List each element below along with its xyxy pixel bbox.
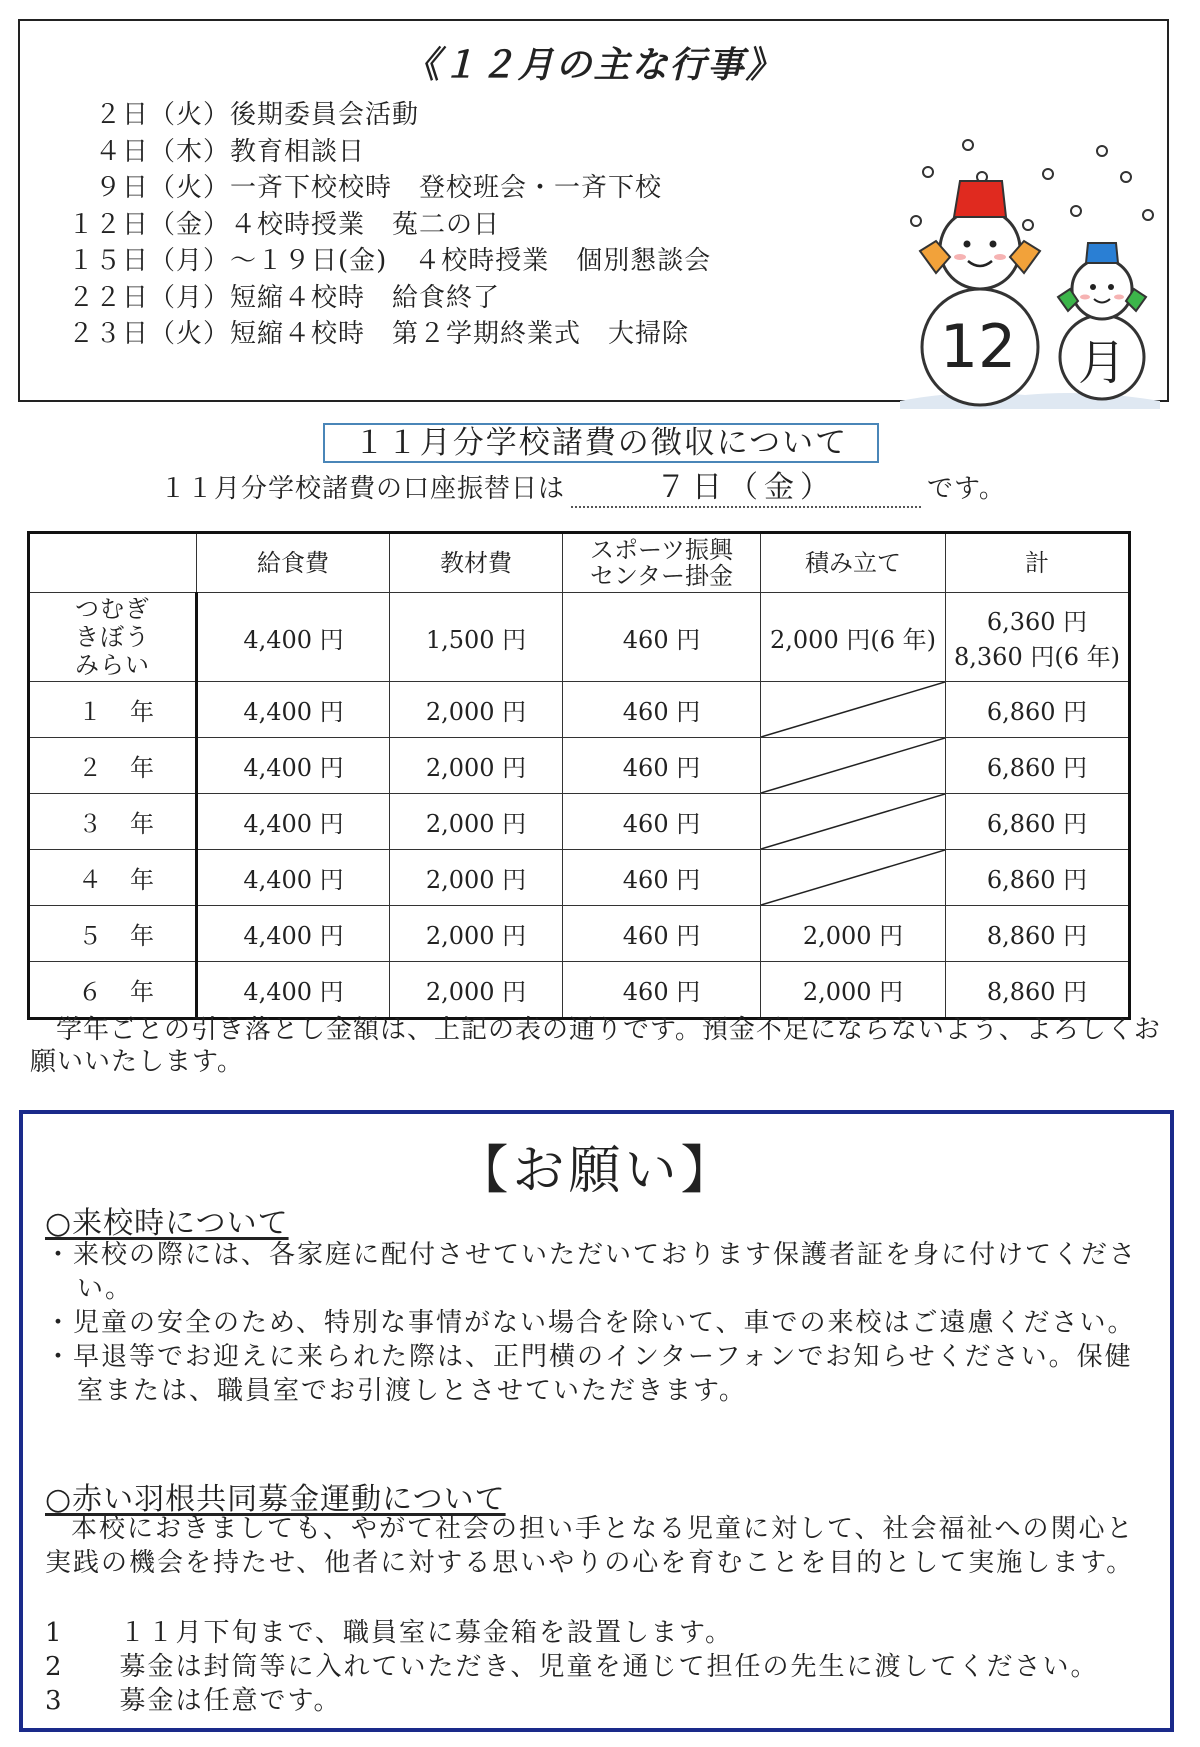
cell-total: 6,860 円 (946, 850, 1130, 906)
visit-bullets (45, 1238, 1155, 1408)
fees-date-prefix: １１月分学校諸費の口座振替日は (160, 474, 566, 504)
cell-sport: 460 円 (563, 962, 761, 1019)
fees-title: １１月分学校諸費の徴収について (323, 423, 879, 463)
header-savings: 積み立て (761, 533, 946, 593)
list-item: ・早退等でお迎えに来られた際は、正門横のインターフォンでお知らせください。保健室または、職員室でお引渡しとさせていただきます。 (45, 1342, 1133, 1406)
row-label: ２ 年 (29, 738, 197, 794)
header-sport-line2: センター掛金 (589, 562, 734, 590)
cell-lunch: 4,400 円 (197, 794, 390, 850)
header-sport-line1: スポーツ振興 (589, 536, 734, 564)
fees-date-value: ７日（金） (571, 462, 921, 508)
cell-total-line2: 8,360 円(6 年) (954, 643, 1120, 671)
cell-savings-empty (761, 850, 946, 906)
event-item: ２３日（火）短縮４校時 第２学期終業式 大掃除 (68, 319, 690, 349)
cell-lunch: 4,400 円 (197, 593, 390, 682)
cell-savings-empty (761, 794, 946, 850)
cell-materials: 2,000 円 (390, 794, 563, 850)
row-label-line: みらい (75, 651, 150, 679)
cell-total: 8,860 円 (946, 962, 1130, 1019)
cell-savings-empty (761, 682, 946, 738)
cell-lunch: 4,400 円 (197, 850, 390, 906)
table-row (29, 682, 1130, 738)
row-label: １ 年 (29, 682, 197, 738)
list-item: ・児童の安全のため、特別な事情がない場合を除いて、車での来校はご遠慮ください。 (45, 1308, 1136, 1338)
cell-total: 6,860 円 (946, 738, 1130, 794)
fee-table (27, 531, 1131, 1020)
table-row (29, 593, 1130, 682)
row-label: ４ 年 (29, 850, 197, 906)
cell-sport: 460 円 (563, 850, 761, 906)
row-label (29, 593, 197, 682)
cell-sport: 460 円 (563, 593, 761, 682)
cell-sport: 460 円 (563, 738, 761, 794)
event-item: ４日（木）教育相談日 (68, 136, 366, 167)
fundraising-paragraph: 本校におきましても、やがて社会の担い手となる児童に対して、社会福祉への関心と実践の機会を持たせ、他者に対する思いやりの心を育むことを目的として実施します。 (45, 1514, 1135, 1578)
table-row (29, 906, 1130, 962)
fees-date-line (160, 462, 1006, 508)
event-item: ２２日（月）短縮４校時 給食終了 (68, 282, 501, 313)
diagonal-slash (761, 850, 945, 905)
cell-savings: 2,000 円(6 年) (761, 593, 946, 682)
cell-total-line1: 6,360 円 (986, 608, 1088, 636)
snowman-illustration (880, 139, 1170, 409)
table-row (29, 794, 1130, 850)
request-box (19, 1110, 1174, 1732)
header-blank (29, 533, 197, 593)
cell-total (946, 593, 1130, 682)
cell-lunch: 4,400 円 (197, 962, 390, 1019)
cell-lunch: 4,400 円 (197, 682, 390, 738)
diagonal-slash (761, 738, 945, 793)
cell-materials: 2,000 円 (390, 962, 563, 1019)
cell-savings: 2,000 円 (761, 906, 946, 962)
table-row (29, 850, 1130, 906)
cell-savings-empty (761, 738, 946, 794)
row-label: ６ 年 (29, 962, 197, 1019)
snowman-month: 月 (1077, 335, 1127, 391)
fees-date-suffix: です。 (927, 474, 1006, 504)
cell-materials: 2,000 円 (390, 738, 563, 794)
section-heading-visit: ○来校時について (45, 1206, 289, 1241)
row-label-line: きぼう (75, 623, 150, 651)
events-title: 《１２月の主な行事》 (403, 45, 784, 86)
cell-sport: 460 円 (563, 906, 761, 962)
header-lunch: 給食費 (197, 533, 390, 593)
request-title: 【お願い】 (456, 1141, 737, 1201)
event-item: １５日（月）～１９日(金) ４校時授業 個別懇談会 (68, 246, 712, 276)
event-item: ９日（火）一斉下校校時 登校班会・一斉下校 (68, 173, 663, 203)
cell-total: 6,860 円 (946, 682, 1130, 738)
cell-materials: 2,000 円 (390, 906, 563, 962)
cell-materials: 1,500 円 (390, 593, 563, 682)
cell-sport: 460 円 (563, 682, 761, 738)
fees-note: 学年ごとの引き落とし金額は、上記の表の通りです。預金不足にならないよう、よろしくお願いいたします。 (30, 1015, 1161, 1077)
snowman-number: 12 (939, 312, 1017, 382)
diagonal-slash (761, 682, 945, 737)
cell-materials: 2,000 円 (390, 850, 563, 906)
cell-total: 8,860 円 (946, 906, 1130, 962)
cell-sport: 460 円 (563, 794, 761, 850)
cell-savings: 2,000 円 (761, 962, 946, 1019)
row-label: ５ 年 (29, 906, 197, 962)
cell-lunch: 4,400 円 (197, 738, 390, 794)
list-item: 2 募金は封筒等に入れていただき、児童を通じて担任の先生に渡してください。 (45, 1652, 1099, 1682)
cell-lunch: 4,400 円 (197, 906, 390, 962)
fundraising-list (45, 1616, 1099, 1718)
row-label: ３ 年 (29, 794, 197, 850)
diagonal-slash (761, 794, 945, 849)
table-header-row (29, 533, 1130, 593)
header-total: 計 (946, 533, 1130, 593)
table-row (29, 962, 1130, 1019)
section-heading-fundraising: ○赤い羽根共同募金運動について (45, 1482, 506, 1517)
header-sport (563, 533, 761, 593)
cell-materials: 2,000 円 (390, 682, 563, 738)
event-item: ２日（火）後期委員会活動 (68, 100, 420, 130)
events-box (18, 19, 1169, 402)
list-item: ・来校の際には、各家庭に配付させていただいております保護者証を身に付けてください。 (45, 1240, 1138, 1304)
cell-total: 6,860 円 (946, 794, 1130, 850)
events-list (68, 97, 711, 353)
header-materials: 教材費 (390, 533, 563, 593)
list-item: 1 １１月下旬まで、職員室に募金箱を設置します。 (45, 1618, 733, 1648)
list-item: 3 募金は任意です。 (45, 1686, 342, 1716)
table-row (29, 738, 1130, 794)
event-item: １２日（金）４校時授業 菟二の日 (68, 209, 501, 240)
row-label-line: つむぎ (75, 595, 150, 623)
